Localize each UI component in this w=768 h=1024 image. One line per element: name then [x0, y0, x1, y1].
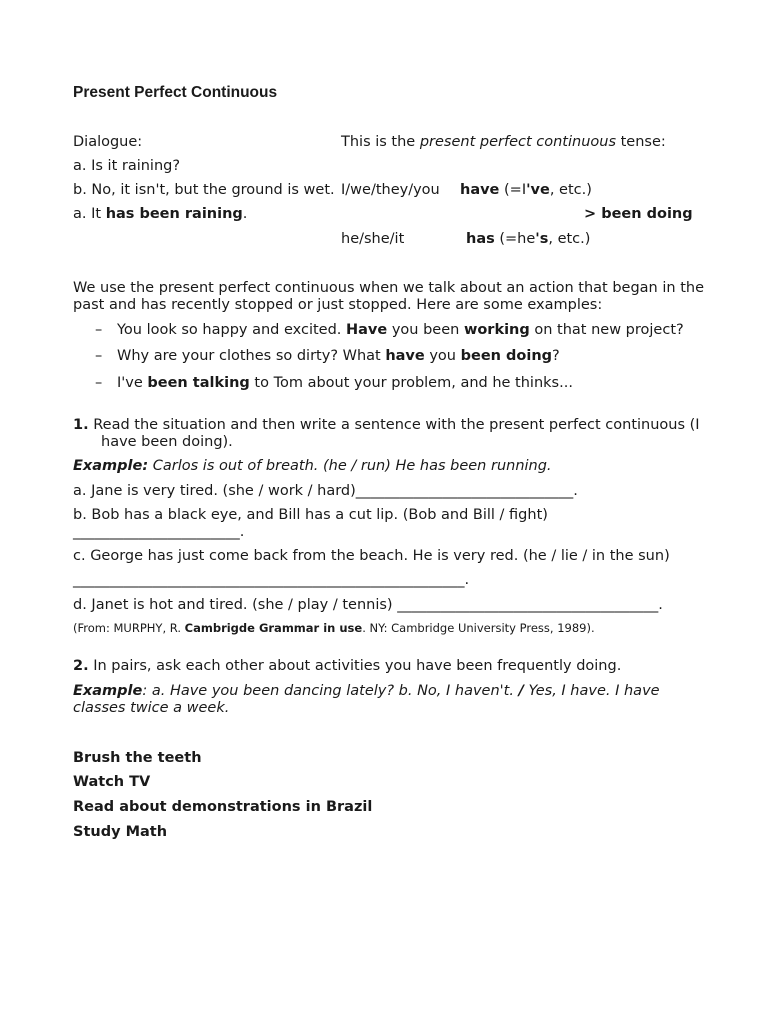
- tense-row-subject: he/she/it: [341, 231, 405, 247]
- exercise1-item-a: a. Jane is very tired. (she / work / hard)______________________________.: [73, 483, 578, 499]
- activity-item: Read about demonstrations in Brazil: [73, 799, 373, 815]
- dialogue-line: a. Is it raining?: [73, 158, 181, 174]
- source-citation: (From: MURPHY, R. Cambrigde Grammar in use. NY: Cambridge University Press, 1989).: [73, 621, 595, 635]
- usage-line: We use the present perfect continuous when we talk about an action that began in the: [73, 280, 704, 296]
- dialogue-heading: Dialogue:: [73, 134, 143, 150]
- activity-item: Watch TV: [73, 774, 151, 790]
- exercise2-example: Example: a. Have you been dancing lately? b. No, I haven't. / Yes, I have. I have: [73, 683, 660, 699]
- tense-row-aux: has (=he's, etc.): [466, 231, 591, 247]
- tense-intro: This is the present perfect continuous tense:: [341, 134, 666, 150]
- tense-row-aux: have (=I've, etc.): [460, 182, 592, 198]
- exercise1-instruction: 1. Read the situation and then write a sentence with the present perfect continuous (I: [73, 417, 700, 433]
- exercise1-instruction-cont: have been doing).: [101, 434, 233, 450]
- exercise2-instruction: 2. In pairs, ask each other about activities you have been frequently doing.: [73, 658, 622, 674]
- exercise1-item-c-blank: ______________________________________________________.: [73, 572, 470, 588]
- dialogue-line: a. It has been raining.: [73, 206, 248, 222]
- activity-item: Study Math: [73, 824, 168, 840]
- example-item: – Why are your clothes so dirty? What have you been doing?: [95, 348, 560, 364]
- tense-row-subject: I/we/they/you: [341, 182, 440, 198]
- page-title: Present Perfect Continuous: [73, 84, 278, 101]
- exercise1-example: Example: Carlos is out of breath. (he / run) He has been running.: [73, 458, 552, 474]
- exercise1-item-b-blank: _______________________.: [73, 524, 245, 540]
- activity-item: Brush the teeth: [73, 750, 202, 766]
- exercise1-item-c: c. George has just come back from the beach. He is very red. (he / lie / in the sun): [73, 548, 670, 564]
- exercise1-item-d: d. Janet is hot and tired. (she / play / tennis) ____________________________________.: [73, 597, 663, 613]
- tense-middle: > been doing: [584, 206, 693, 222]
- exercise2-example-cont: classes twice a week.: [73, 700, 230, 716]
- exercise1-item-b: b. Bob has a black eye, and Bill has a cut lip. (Bob and Bill / fight): [73, 507, 548, 523]
- example-item: – You look so happy and excited. Have you been working on that new project?: [95, 322, 684, 338]
- example-item: – I've been talking to Tom about your problem, and he thinks...: [95, 375, 573, 391]
- usage-line: past and has recently stopped or just stopped. Here are some examples:: [73, 297, 603, 313]
- dialogue-line: b. No, it isn't, but the ground is wet.: [73, 182, 335, 198]
